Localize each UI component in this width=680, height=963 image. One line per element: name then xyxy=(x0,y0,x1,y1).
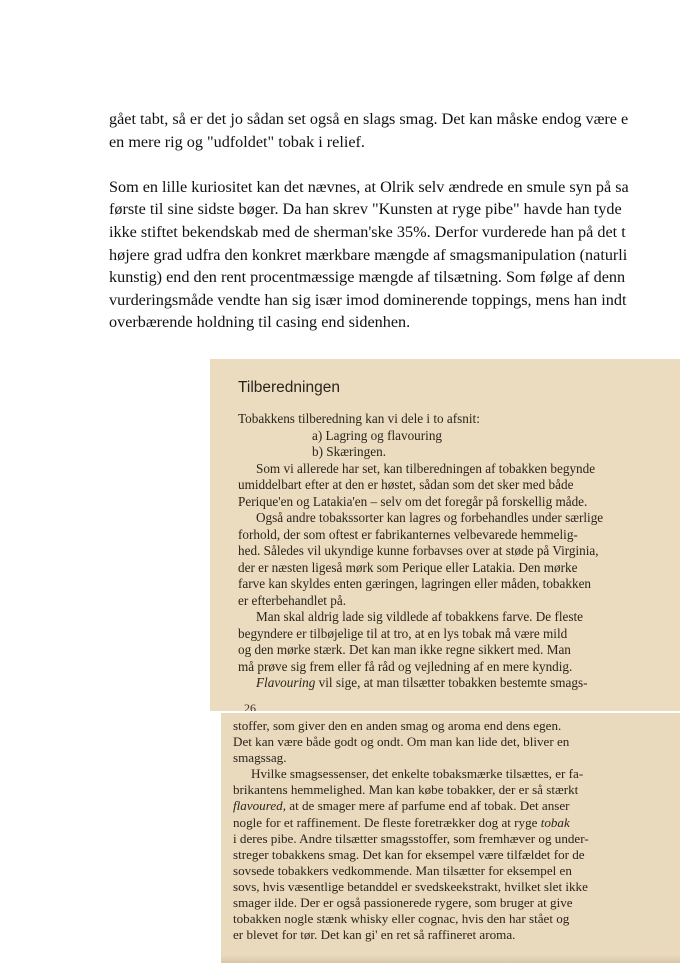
scan-line: umiddelbart efter at den er høstet, sådan som det sker med både xyxy=(238,477,574,492)
scan-line: er blevet for tør. Det kan gi' en ret så raffineret aroma. xyxy=(233,927,516,943)
scan-line: i deres pibe. Andre tilsætter smagsstoffer, som fremhæver og under- xyxy=(233,830,589,846)
scan-line: forhold, der som oftest er fabrikanternes velbevarede hemmelig- xyxy=(238,526,578,542)
scanned-page-image-top xyxy=(210,359,680,711)
scan-page-edge xyxy=(221,955,680,963)
scan-line: Man skal aldrig lade sig vildlede af tobakkens farve. De fleste xyxy=(256,609,584,624)
scan-line: er efterbehandlet på. xyxy=(238,592,346,608)
scan-line: smagssag. xyxy=(233,750,287,766)
scan-line: a) Lagring og flavouring xyxy=(312,427,443,443)
scan-line: brikantens hemmelighed. Man kan købe tobakker, der er så stærkt xyxy=(233,782,579,798)
text-line: vurderingsmåde vendte han sig især imod dominerende toppings, mens han indt xyxy=(109,290,627,309)
text-line: kunstig) end den rent procentmæssige mængde af tilsætning. Som følge af denn xyxy=(109,268,626,287)
scan-line: tobakken nogle stænk whisky eller cognac, hvis den har stået og xyxy=(233,911,570,927)
scan-line: flavoured, at de smager mere af parfume end af tobak. Det anser xyxy=(233,798,570,814)
scan-line: Som vi allerede har set, kan tilberedningen af tobakken begynde xyxy=(256,460,596,476)
paragraph-2 xyxy=(109,176,680,334)
scan-line: nogle for et raffinement. De fleste foretrækker dog at ryge tobak xyxy=(233,814,570,830)
text-line: første til sine sidste bøger. Da han skrev "Kunsten at ryge pibe" havde han tyde xyxy=(109,200,622,219)
scan-line: farve kan skyldes enten gæringen, lagringen eller måden, tobakken xyxy=(238,576,592,591)
scan-line: Hvilke smagsessenser, det enkelte tobaksmærke tilsættes, er fa- xyxy=(251,766,584,782)
text-line: højere grad udfra den konkret mærkbare mængde af smagsmanipulation (naturli xyxy=(109,245,628,264)
scan-line: sovs, hvis væsentlige betanddel er svedskeekstrakt, hvilket slet ikke xyxy=(233,878,588,894)
document-body xyxy=(109,108,680,357)
scan-line: hed. Således vil ukyndige kunne forbavses over at støde på Virginia, xyxy=(238,543,599,558)
scan-text xyxy=(233,718,673,943)
text-line: Som en lille kuriositet kan det nævnes, at Olrik selv ændrede en smule syn på sa xyxy=(109,177,629,196)
text-line: ikke stiftet bekendskab med de sherman'ske 35%. Derfor vurderede han på det t xyxy=(109,222,626,241)
scan-text xyxy=(238,411,678,692)
scanned-page-image-bottom xyxy=(221,713,680,963)
scan-line: smager ilde. Der er også passionerede rygere, som bruger at give xyxy=(233,895,573,911)
text-line: overbærende holdning til casing end sidenhen. xyxy=(109,313,411,332)
scan-line: Også andre tobakssorter kan lagres og forbehandles under særlige xyxy=(256,510,604,525)
scan-line: begyndere er tilbøjelige til at tro, at en lys tobak må være mild xyxy=(238,625,568,641)
scan-page-number: 26 xyxy=(244,701,256,711)
scan-line: stoffer, som giver den en anden smag og aroma end dens egen. xyxy=(233,718,562,733)
scan-line: streger tobakkens smag. Det kan for eksempel være tilfældet for de xyxy=(233,846,585,862)
text-line: gået tabt, så er det jo sådan set også en slags smag. Det kan måske endog være e xyxy=(109,110,629,128)
text-line: en mere rig og "udfoldet" tobak i relief. xyxy=(109,132,365,151)
scan-line: må prøve sig frem eller få råd og vejledning af en mere kyndig. xyxy=(238,658,573,674)
scan-line: Perique'en og Latakia'en – selv om det foregår på forskellig måde. xyxy=(238,493,588,509)
scan-line: sovsede tobakkers vedkommende. Man tilsætter for eksempel en xyxy=(233,862,572,878)
scan-heading: Tilberedningen xyxy=(238,379,340,396)
scan-line: b) Skæringen. xyxy=(312,444,386,459)
scan-line: og den mørke stærk. Det kan man ikke regne sikkert med. Man xyxy=(238,642,571,657)
paragraph-1 xyxy=(109,108,680,153)
scan-line: Det kan være både godt og ondt. Om man kan lide det, bliver en xyxy=(233,734,570,750)
scan-line: der er næsten ligeså mørk som Perique eller Latakia. Den mørke xyxy=(238,559,578,575)
scan-line: Tobakkens tilberedning kan vi dele i to afsnit: xyxy=(238,411,480,426)
scan-line: Flavouring vil sige, at man tilsætter tobakken bestemte smags- xyxy=(256,675,588,690)
